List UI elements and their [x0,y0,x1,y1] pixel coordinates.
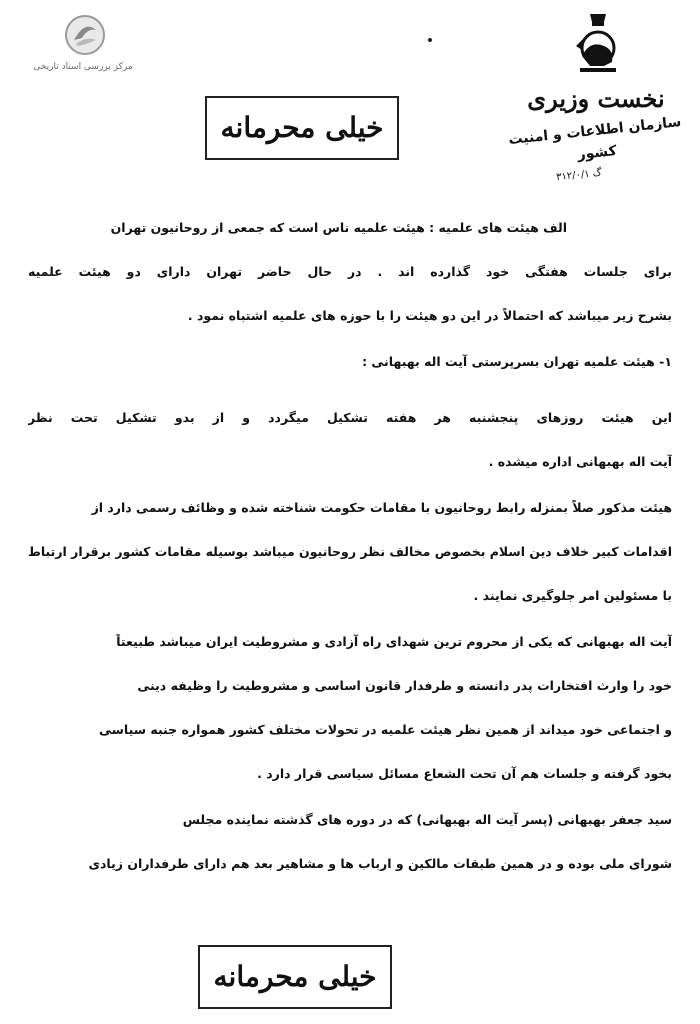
archive-caption: مرکز بررسی اسناد تاریخی [33,62,133,72]
body-line: آیت اله بهبهانی که یکی از محروم ترین شهدای راه آزادی و مشروطیت ایران میباشد طبیعتاً [116,634,672,649]
letterhead-title: نخست وزیری [527,84,665,113]
body-line: این هیئت روزهای پنجشنبه هر هفته تشکیل میگردد و از بدو تشکیل تحت نظر [28,410,672,425]
body-line: و اجتماعی خود میداند از همین نظر هیئت علمیه در تحولات مختلف کشور همواره جنبه سیاسی [98,722,672,737]
body-line: الف هیئت های علمیه : هیئت علمیه ناس است که جمعی از روحانیون تهران [110,220,567,235]
letterhead [506,84,686,184]
body-line: سید جعفر بهبهانی (پسر آیت اله بهبهانی) که در دوره های گذشته نماینده مجلس [182,812,672,827]
body-line: بخود گرفته و جلسات هم آن تحت الشعاع مسائل سیاسی قرار دارد . [257,766,672,781]
archive-logo [18,14,148,74]
ink-dot [428,38,432,42]
body-line: هیئت مذکور صلاً بمنزله رابط روحانیون با مقامات حکومت شناخته شده و وظائف رسمی دارد از [91,500,672,515]
body-line: شورای ملی بوده و در همین طبقات مالکین و ارباب ها و مشاهیر بعد هم دارای طرفداران زیادی [88,856,672,871]
letterhead-subtitle: سازمان اطلاعات و امنیت کشور [507,114,682,163]
classification-stamp-top: خیلی محرمانه [205,96,399,160]
body-line: با مسئولین امر جلوگیری نمایند . [473,588,672,603]
body-line: برای جلسات هفتگی خود گذارده اند . در حال حاضر تهران دارای دو هیئت علمیه [28,264,672,279]
body-line: ۱- هیئت علمیه تهران بسرپرستی آیت اله بهبهانی : [362,354,672,369]
letterhead-reference: ۳۱۲/۰/۱ گ [555,167,603,184]
archive-emblem-icon [64,14,106,56]
body-line: اقدامات کبیر خلاف دین اسلام بخصوص مخالف نظر روحانیون میباشد بوسیله مقامات کشور برقرار ارتباط [28,544,672,559]
body-line: آیت اله بهبهانی اداره میشده . [488,454,672,469]
classification-stamp-bottom: خیلی محرمانه [198,945,392,1009]
lion-and-sun-emblem-icon [568,10,628,82]
body-line: خود را وارث افتخارات پدر دانسته و طرفدار قانون اساسی و مشروطیت را وظیفه دینی [137,678,672,693]
body-line: بشرح زیر میباشد که احتمالاً در این دو هیئت را با حوزه های علمیه اشتباه نمود . [187,308,672,323]
